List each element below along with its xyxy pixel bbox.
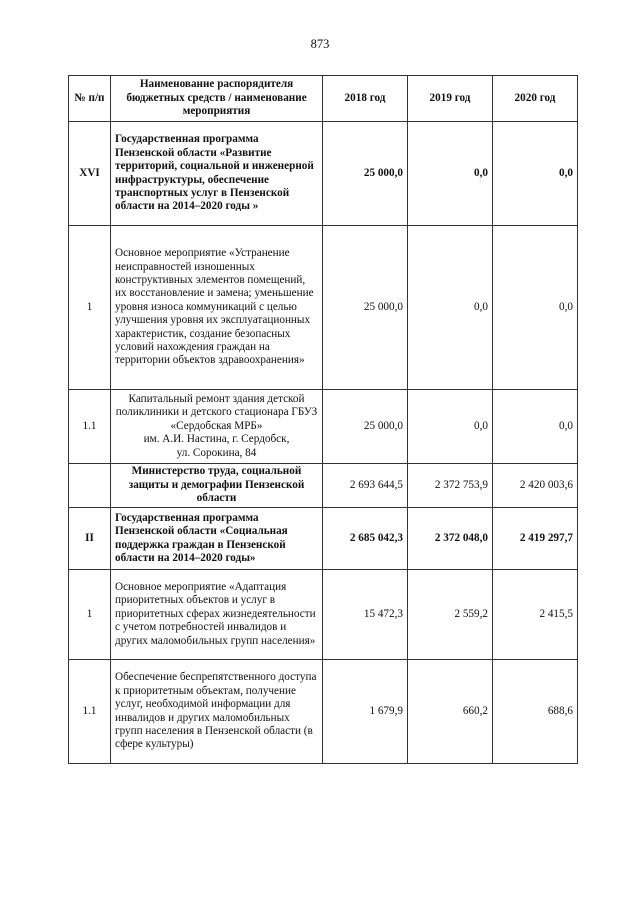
row-num: XVI bbox=[69, 122, 111, 226]
header-num: № п/п bbox=[69, 76, 111, 122]
row-num: 1.1 bbox=[69, 660, 111, 764]
row-2018: 15 472,3 bbox=[323, 570, 408, 660]
row-2019: 0,0 bbox=[408, 226, 493, 390]
row-2018: 25 000,0 bbox=[323, 122, 408, 226]
row-2019: 2 372 048,0 bbox=[408, 508, 493, 570]
table-row-measure-1-1 bbox=[69, 390, 578, 464]
row-2019: 2 559,2 bbox=[408, 570, 493, 660]
row-2018: 25 000,0 bbox=[323, 226, 408, 390]
header-2019: 2019 год bbox=[408, 76, 493, 122]
row-num: 1 bbox=[69, 226, 111, 390]
row-name-line: им. А.И. Настина, г. Сердобск, bbox=[143, 433, 290, 446]
row-name: Министерство труда, социальной защиты и демографии Пензенской области bbox=[111, 464, 323, 508]
budget-table bbox=[68, 75, 578, 764]
row-2018: 25 000,0 bbox=[323, 390, 408, 464]
row-2018: 2 685 042,3 bbox=[323, 508, 408, 570]
table-row-program-ii bbox=[69, 508, 578, 570]
row-name: Основное мероприятие «Адаптация приоритетных объектов и услуг в приоритетных сферах жизнедеятельности с учетом потребностей инвалидов и других маломобильных групп населения» bbox=[111, 570, 323, 660]
row-2020: 0,0 bbox=[493, 390, 578, 464]
table-row-ministry bbox=[69, 464, 578, 508]
row-name bbox=[111, 390, 323, 464]
row-num: 1.1 bbox=[69, 390, 111, 464]
row-2019: 660,2 bbox=[408, 660, 493, 764]
row-2019: 2 372 753,9 bbox=[408, 464, 493, 508]
row-2019: 0,0 bbox=[408, 390, 493, 464]
row-num: 1 bbox=[69, 570, 111, 660]
row-name: Обеспечение беспрепятственного доступа к приоритетным объектам, получение услуг, необходимой информации для инвалидов и других маломобильных групп населения в Пензенской области (в сфере культуры) bbox=[111, 660, 323, 764]
row-name-line: ул. Сорокина, 84 bbox=[176, 446, 257, 459]
table-row-measure-1 bbox=[69, 226, 578, 390]
table-row-measure-1-1-access bbox=[69, 660, 578, 764]
row-name: Основное мероприятие «Устранение неисправностей изношенных конструктивных элементов помещений, их восстановление и замена; уменьшение уровня износа коммуникаций с целью улучшения уровня их эксплуатационных характеристик, создание безопасных условий нахождения граждан на территории объектов здравоохранения» bbox=[111, 226, 323, 390]
row-2018: 2 693 644,5 bbox=[323, 464, 408, 508]
row-2020: 2 420 003,6 bbox=[493, 464, 578, 508]
row-2020: 688,6 bbox=[493, 660, 578, 764]
row-2018: 1 679,9 bbox=[323, 660, 408, 764]
row-name: Государственная программа Пензенской области «Развитие территорий, социальной и инженерной инфраструктуры, обеспечение транспортных услуг в Пензенской области на 2014–2020 годы » bbox=[111, 122, 323, 226]
row-num: II bbox=[69, 508, 111, 570]
row-2020: 0,0 bbox=[493, 226, 578, 390]
header-2020: 2020 год bbox=[493, 76, 578, 122]
row-name: Государственная программа Пензенской области «Социальная поддержка граждан в Пензенской области на 2014–2020 годы» bbox=[111, 508, 323, 570]
row-2020: 0,0 bbox=[493, 122, 578, 226]
row-2019: 0,0 bbox=[408, 122, 493, 226]
row-name-line: Капитальный ремонт здания детской поликлиники и детского стационара ГБУЗ «Сердобская МРБ» bbox=[115, 392, 318, 432]
page-number: 873 bbox=[310, 37, 330, 51]
header-name: Наименование распорядителя бюджетных средств / наименование мероприятия bbox=[111, 76, 323, 122]
row-num bbox=[69, 464, 111, 508]
table-row-measure-1-adapt bbox=[69, 570, 578, 660]
header-2018: 2018 год bbox=[323, 76, 408, 122]
row-2020: 2 419 297,7 bbox=[493, 508, 578, 570]
row-2020: 2 415,5 bbox=[493, 570, 578, 660]
table-row-program-xvi bbox=[69, 122, 578, 226]
table-header-row bbox=[69, 76, 578, 122]
